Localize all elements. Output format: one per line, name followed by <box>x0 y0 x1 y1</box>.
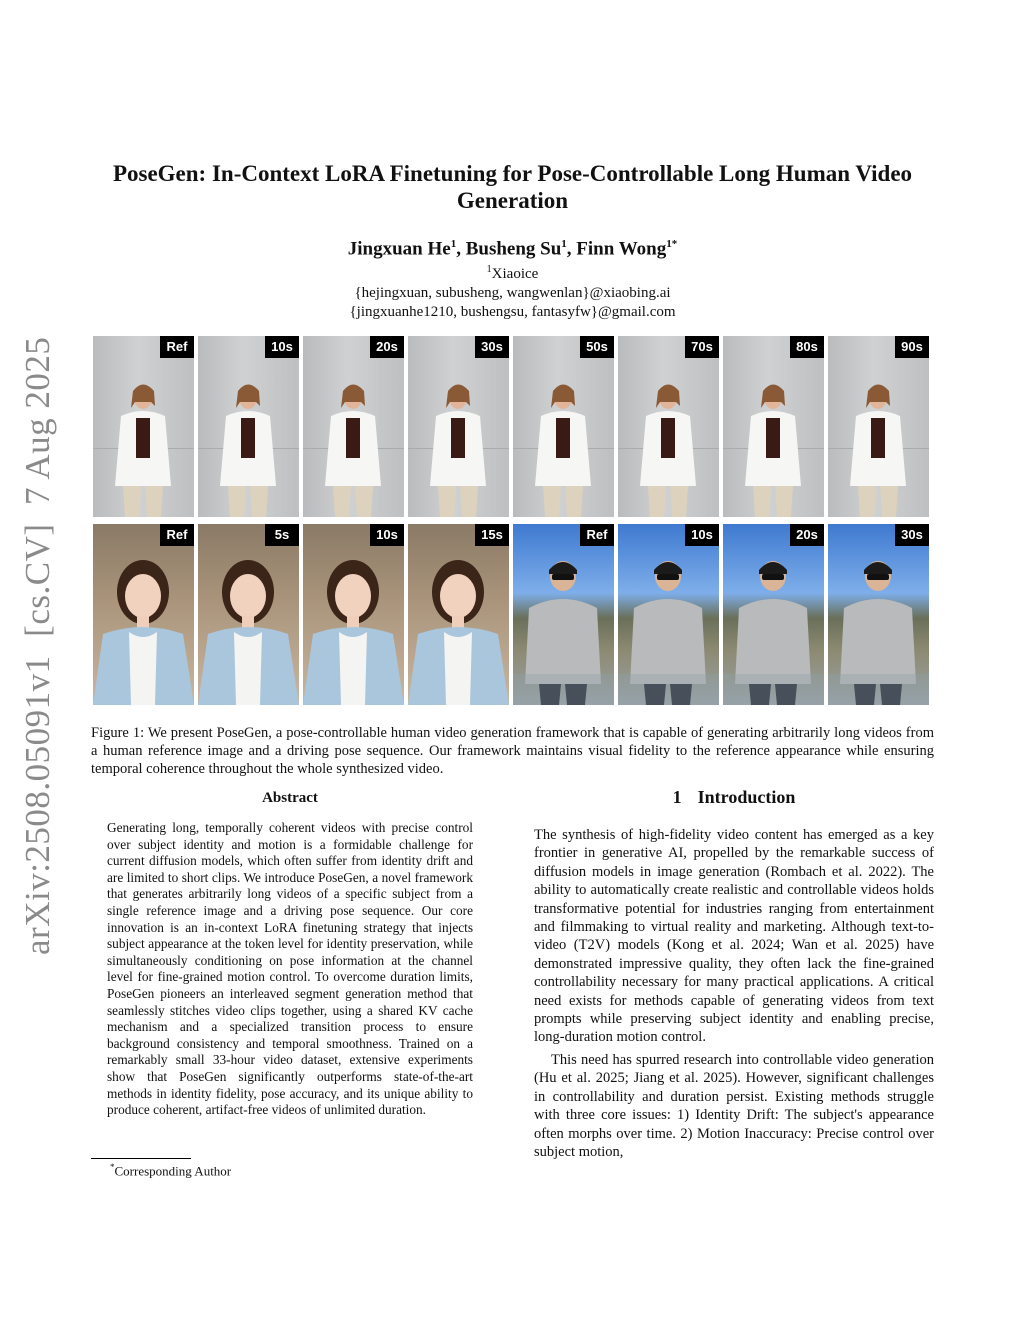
person-figure <box>828 336 929 517</box>
person-figure <box>513 336 614 517</box>
frame-timestamp-label: 90s <box>895 336 929 358</box>
frame-timestamp-label: 20s <box>370 336 404 358</box>
frame-timestamp-label: 30s <box>895 524 929 546</box>
author-mark: 1* <box>666 238 678 250</box>
person-figure <box>723 524 824 705</box>
video-frame <box>198 524 299 705</box>
person-figure <box>828 524 929 705</box>
person-figure <box>618 524 719 705</box>
frame-timestamp-label: 70s <box>685 336 719 358</box>
frame-timestamp-label: 20s <box>790 524 824 546</box>
footnote-text: Corresponding Author <box>114 1163 232 1179</box>
introduction-body <box>534 826 934 1161</box>
person-figure <box>93 336 194 517</box>
video-frame <box>513 336 614 517</box>
video-frame <box>408 336 509 517</box>
frame-timestamp-label: 15s <box>475 524 509 546</box>
paper-title: PoseGen: In-Context LoRA Finetuning for Pose-Controllable Long Human Video Generation <box>112 161 913 213</box>
person-figure <box>198 524 299 705</box>
person-figure <box>408 336 509 517</box>
frame-timestamp-label: 80s <box>790 336 824 358</box>
figure-1-frame-grid <box>93 336 933 706</box>
section-title: Introduction <box>697 787 796 807</box>
person-figure <box>618 336 719 517</box>
author-mark: 1 <box>561 238 567 250</box>
person-figure <box>303 336 404 517</box>
frame-timestamp-label: 30s <box>475 336 509 358</box>
video-frame <box>828 336 929 517</box>
affiliation-mark: 1 <box>486 264 492 275</box>
frame-timestamp-label: 5s <box>265 524 299 546</box>
affiliation-name: Xiaoice <box>491 266 539 282</box>
author-mark: 1 <box>450 238 457 250</box>
figure-caption: Figure 1: We present PoseGen, a pose-controllable human video generation framework that is capable of generating arbitrarily long videos from a human reference image and a driving pose sequence. Our framework maintains visual fidelity to the reference appearance while ensuring temporal coherence throughout the whole synthesized video. <box>91 725 934 777</box>
author-name: Finn Wong <box>576 238 667 260</box>
person-figure <box>408 524 509 705</box>
footnote <box>110 1162 231 1179</box>
video-frame <box>513 524 614 705</box>
video-frame <box>723 336 824 517</box>
video-frame <box>198 336 299 517</box>
email-line: {jingxuanhe1210, bushengsu, fantasyfw}@gmail.com <box>349 304 676 320</box>
video-frame <box>723 524 824 705</box>
video-frame <box>408 524 509 705</box>
paragraph: This need has spurred research into controllable video generation (Hu et al. 2025; Jiang et al. 2025). However, significant challenges in controllability and duration persist. Existing methods struggle with three core issues: 1) Identity Drift: The subject's appearance often morphs over time. 2) Motion Inaccuracy: Precise control over subject motion, <box>534 1051 934 1160</box>
video-frame <box>303 524 404 705</box>
video-frame <box>618 524 719 705</box>
video-frame <box>93 524 194 705</box>
paragraph: The synthesis of high-fidelity video content has emerged as a key frontier in generative AI, propelled by the remarkable success of diffusion models in image generation (Rombach et al. 2022). The ability to automatically create realistic and controllable videos holds transformative potential for industries ranging from entertainment and filmmaking to virtual reality and marketing. Although text-to-video (T2V) models (Kong et al. 2024; Wan et al. 2025) have demonstrated impressive quality, they often lack the fine-grained controllability necessary for many practical applications. A critical need exists for methods capable of generating videos from text prompts while preserving subject identity and enabling precise, long-duration motion control. <box>534 827 934 1046</box>
person-figure <box>513 524 614 705</box>
author-name: Busheng Su <box>465 238 562 260</box>
author-list: Jingxuan He$^1$, Busheng Su$^1$, Finn Wong$^{1*}$ <box>347 238 678 260</box>
frame-timestamp-label: 10s <box>370 524 404 546</box>
affiliation-block <box>90 260 935 322</box>
person-figure <box>93 524 194 705</box>
person-figure <box>303 524 404 705</box>
abstract-text: Generating long, temporally coherent videos with precise control over subject identity and motion is a formidable challenge for current diffusion models, which often suffer from identity drift and are limited to short clips. We introduce PoseGen, a novel framework that generates arbitrarily long videos of a specific subject from a single reference image and a driving pose sequence. Our core innovation is an in-context LoRA finetuning strategy that injects subject appearance at the token level for identity preservation, while simultaneously conditioning on pose information at the channel level for fine-grained motion control. To overcome duration limits, PoseGen pioneers an interleaved segment generation method that seamlessly stitches video clips together, using a shared KV cache mechanism and a specialized transition process to ensure background consistency and temporal smoothness. Trained on a remarkably small 33-hour video dataset, extensive experiments show that PoseGen significantly outperforms state-of-the-art methods in identity fidelity, pose accuracy, and its unique ability to produce coherent, artifact-free videos of unlimited duration. <box>107 820 473 1118</box>
frame-timestamp-label: 50s <box>580 336 614 358</box>
section-heading-introduction <box>534 787 934 808</box>
video-frame <box>828 524 929 705</box>
frame-timestamp-label: Ref <box>580 524 614 546</box>
frame-timestamp-label: 10s <box>685 524 719 546</box>
video-frame <box>618 336 719 517</box>
arxiv-identifier: arXiv:2508.05091v1 [cs.CV] 7 Aug 2025 <box>18 336 57 955</box>
frame-timestamp-label: Ref <box>160 524 194 546</box>
footnote-rule <box>91 1158 191 1159</box>
person-figure <box>198 336 299 517</box>
abstract-heading: Abstract <box>262 790 318 806</box>
author-name: Jingxuan He <box>347 238 451 260</box>
section-number: 1 <box>672 787 682 807</box>
footnote-mark: * <box>110 1162 115 1172</box>
video-frame <box>303 336 404 517</box>
frame-timestamp-label: Ref <box>160 336 194 358</box>
video-frame <box>93 336 194 517</box>
frame-timestamp-label: 10s <box>265 336 299 358</box>
email-line: {hejingxuan, subusheng, wangwenlan}@xiaobing.ai <box>354 285 671 301</box>
person-figure <box>723 336 824 517</box>
